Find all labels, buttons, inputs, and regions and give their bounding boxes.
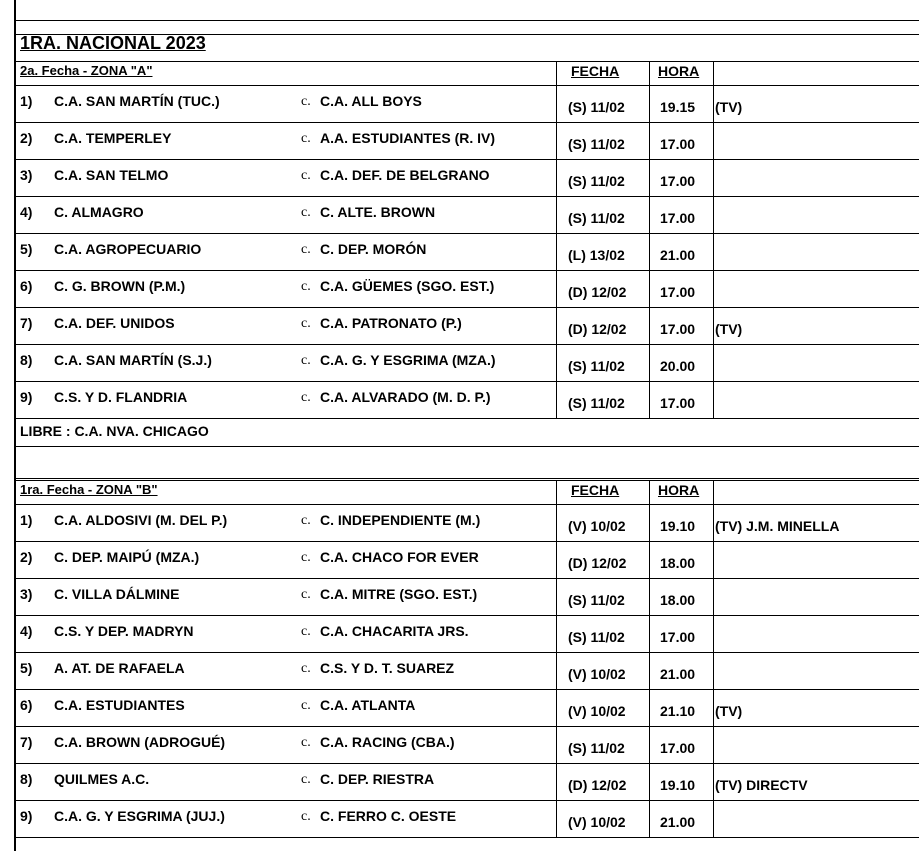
- col-header-hora: HORA: [658, 482, 700, 498]
- broadcast-note: (TV): [715, 99, 743, 115]
- row-rule: [16, 344, 919, 345]
- home-team: C.A. SAN MARTÍN (S.J.): [54, 352, 212, 368]
- match-time: 17.00: [660, 284, 696, 300]
- versus-label: c.: [301, 698, 311, 713]
- row-rule: [16, 726, 919, 727]
- match-time: 18.00: [660, 592, 696, 608]
- zone-label: 1ra. Fecha - ZONA "B": [20, 482, 158, 497]
- col-header-hora: HORA: [658, 63, 700, 79]
- match-time: 17.00: [660, 321, 696, 337]
- away-team: C.A. G. Y ESGRIMA (MZA.): [320, 352, 496, 368]
- match-number: 5): [20, 660, 33, 676]
- match-number: 8): [20, 771, 33, 787]
- match-time: 17.00: [660, 740, 696, 756]
- row-rule: [16, 689, 919, 690]
- match-date: (D) 12/02: [568, 555, 627, 571]
- home-team: C.A. ESTUDIANTES: [54, 697, 185, 713]
- match-time: 19.10: [660, 518, 696, 534]
- match-time: 17.00: [660, 173, 696, 189]
- match-number: 8): [20, 352, 33, 368]
- match-date: (S) 11/02: [568, 358, 625, 374]
- row-rule: [16, 381, 919, 382]
- versus-label: c.: [301, 513, 311, 528]
- match-number: 6): [20, 697, 33, 713]
- home-team: C.A. SAN MARTÍN (TUC.): [54, 93, 220, 109]
- match-time: 17.00: [660, 210, 696, 226]
- away-team: C.A. ALVARADO (M. D. P.): [320, 389, 491, 405]
- versus-label: c.: [301, 624, 311, 639]
- home-team: C.A. G. Y ESGRIMA (JUJ.): [54, 808, 225, 824]
- match-date: (V) 10/02: [568, 518, 626, 534]
- away-team: C. DEP. MORÓN: [320, 241, 427, 257]
- grid-line: [713, 480, 714, 837]
- grid-line: [649, 61, 650, 418]
- home-team: C.A. DEF. UNIDOS: [54, 315, 175, 331]
- away-team: C.A. ALL BOYS: [320, 93, 422, 109]
- match-time: 17.00: [660, 395, 696, 411]
- match-number: 9): [20, 389, 33, 405]
- grid-line: [713, 61, 714, 418]
- match-number: 3): [20, 586, 33, 602]
- match-number: 1): [20, 512, 33, 528]
- versus-label: c.: [301, 316, 311, 331]
- match-date: (S) 11/02: [568, 210, 625, 226]
- zone-label: 2a. Fecha - ZONA "A": [20, 63, 153, 78]
- page-title: 1RA. NACIONAL 2023: [20, 33, 206, 53]
- match-date: (S) 11/02: [568, 136, 625, 152]
- match-number: 6): [20, 278, 33, 294]
- row-rule: [16, 800, 919, 801]
- header-bottom-rule: [16, 504, 919, 505]
- row-rule: [16, 763, 919, 764]
- versus-label: c.: [301, 661, 311, 676]
- match-number: 3): [20, 167, 33, 183]
- versus-label: c.: [301, 242, 311, 257]
- broadcast-note: (TV) DIRECTV: [715, 777, 808, 793]
- away-team: C. DEP. RIESTRA: [320, 771, 435, 787]
- row-rule: [16, 615, 919, 616]
- away-team: C. FERRO C. OESTE: [320, 808, 457, 824]
- away-team: A.A. ESTUDIANTES (R. IV): [320, 130, 496, 146]
- match-time: 19.15: [660, 99, 696, 115]
- versus-label: c.: [301, 94, 311, 109]
- versus-label: c.: [301, 550, 311, 565]
- row-rule: [16, 196, 919, 197]
- home-team: C.A. ALDOSIVI (M. DEL P.): [54, 512, 228, 528]
- match-date: (S) 11/02: [568, 592, 625, 608]
- zone-header-rule: [16, 480, 919, 481]
- away-team: C.A. CHACO FOR EVER: [320, 549, 479, 565]
- fixture-sheet: [14, 0, 919, 851]
- match-time: 20.00: [660, 358, 696, 374]
- versus-label: c.: [301, 353, 311, 368]
- grid-line: [556, 480, 557, 837]
- away-team: C.A. GÜEMES (SGO. EST.): [320, 278, 495, 294]
- away-team: C.A. PATRONATO (P.): [320, 315, 462, 331]
- match-time: 21.10: [660, 703, 696, 719]
- match-time: 18.00: [660, 555, 696, 571]
- home-team: C. VILLA DÁLMINE: [54, 586, 180, 602]
- match-number: 4): [20, 623, 33, 639]
- zone-b-top-rule: [16, 478, 919, 479]
- broadcast-note: (TV): [715, 321, 743, 337]
- home-team: C. G. BROWN (P.M.): [54, 278, 186, 294]
- away-team: C. INDEPENDIENTE (M.): [320, 512, 481, 528]
- away-team: C.A. CHACARITA JRS.: [320, 623, 469, 639]
- match-number: 9): [20, 808, 33, 824]
- match-date: (S) 11/02: [568, 629, 625, 645]
- match-date: (S) 11/02: [568, 99, 625, 115]
- top-rule: [16, 20, 919, 21]
- libre-rule: [16, 446, 919, 447]
- match-date: (V) 10/02: [568, 814, 626, 830]
- row-rule: [16, 578, 919, 579]
- match-number: 2): [20, 130, 33, 146]
- match-date: (D) 12/02: [568, 777, 627, 793]
- libre-team: LIBRE : C.A. NVA. CHICAGO: [20, 423, 209, 439]
- row-rule: [16, 837, 919, 838]
- away-team: C.A. MITRE (SGO. EST.): [320, 586, 478, 602]
- home-team: C.S. Y DEP. MADRYN: [54, 623, 194, 639]
- row-rule: [16, 270, 919, 271]
- header-bottom-rule: [16, 85, 919, 86]
- row-rule: [16, 652, 919, 653]
- match-number: 1): [20, 93, 33, 109]
- home-team: C.A. AGROPECUARIO: [54, 241, 202, 257]
- row-rule: [16, 418, 919, 419]
- home-team: A. AT. DE RAFAELA: [54, 660, 185, 676]
- match-time: 17.00: [660, 136, 696, 152]
- match-number: 2): [20, 549, 33, 565]
- match-date: (S) 11/02: [568, 395, 625, 411]
- match-date: (V) 10/02: [568, 666, 626, 682]
- match-number: 4): [20, 204, 33, 220]
- away-team: C.A. ATLANTA: [320, 697, 416, 713]
- match-time: 21.00: [660, 814, 696, 830]
- home-team: C.S. Y D. FLANDRIA: [54, 389, 188, 405]
- versus-label: c.: [301, 587, 311, 602]
- away-team: C. ALTE. BROWN: [320, 204, 436, 220]
- zone-header-rule: [16, 61, 919, 62]
- home-team: QUILMES A.C.: [54, 771, 150, 787]
- match-date: (V) 10/02: [568, 703, 626, 719]
- home-team: C. DEP. MAIPÚ (MZA.): [54, 549, 200, 565]
- away-team: C.A. RACING (CBA.): [320, 734, 455, 750]
- grid-line: [649, 480, 650, 837]
- col-header-fecha: FECHA: [571, 63, 620, 79]
- match-number: 7): [20, 315, 33, 331]
- away-team: C.A. DEF. DE BELGRANO: [320, 167, 490, 183]
- match-time: 19.10: [660, 777, 696, 793]
- versus-label: c.: [301, 205, 311, 220]
- row-rule: [16, 307, 919, 308]
- home-team: C.A. TEMPERLEY: [54, 130, 172, 146]
- match-time: 21.00: [660, 666, 696, 682]
- match-time: 17.00: [660, 629, 696, 645]
- home-team: C.A. SAN TELMO: [54, 167, 169, 183]
- match-date: (D) 12/02: [568, 321, 627, 337]
- broadcast-note: (TV): [715, 703, 743, 719]
- versus-label: c.: [301, 735, 311, 750]
- match-date: (L) 13/02: [568, 247, 625, 263]
- match-date: (S) 11/02: [568, 173, 625, 189]
- match-number: 7): [20, 734, 33, 750]
- home-team: C. ALMAGRO: [54, 204, 144, 220]
- versus-label: c.: [301, 772, 311, 787]
- versus-label: c.: [301, 809, 311, 824]
- match-date: (S) 11/02: [568, 740, 625, 756]
- versus-label: c.: [301, 168, 311, 183]
- match-number: 5): [20, 241, 33, 257]
- home-team: C.A. BROWN (ADROGUÉ): [54, 734, 226, 750]
- versus-label: c.: [301, 279, 311, 294]
- row-rule: [16, 122, 919, 123]
- row-rule: [16, 159, 919, 160]
- away-team: C.S. Y D. T. SUAREZ: [320, 660, 455, 676]
- col-header-fecha: FECHA: [571, 482, 620, 498]
- grid-line: [556, 61, 557, 418]
- versus-label: c.: [301, 131, 311, 146]
- match-date: (D) 12/02: [568, 284, 627, 300]
- broadcast-note: (TV) J.M. MINELLA: [715, 518, 840, 534]
- row-rule: [16, 233, 919, 234]
- match-time: 21.00: [660, 247, 696, 263]
- versus-label: c.: [301, 390, 311, 405]
- row-rule: [16, 541, 919, 542]
